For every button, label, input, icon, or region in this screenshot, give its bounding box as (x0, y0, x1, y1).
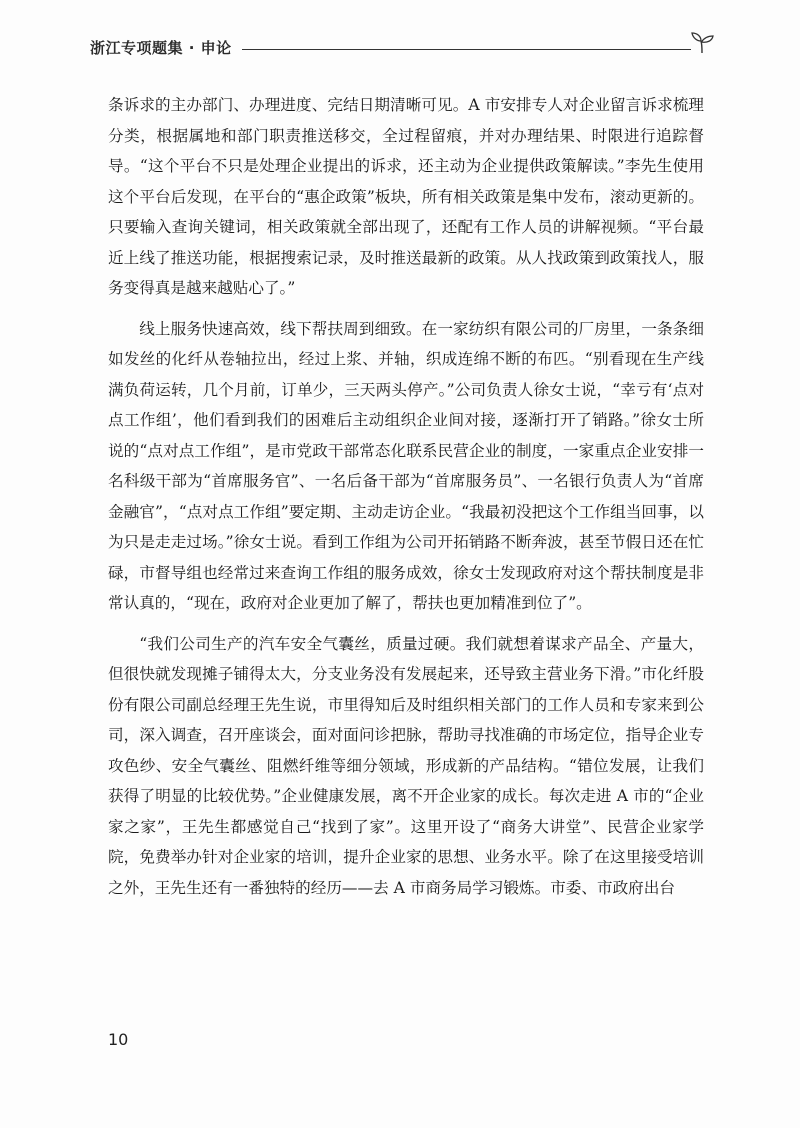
running-header (90, 34, 715, 60)
paragraph-1: 条诉求的主办部门、办理进度、完结日期清晰可见。A 市安排专人对企业留言诉求梳理分类，根据属地和部门职责推送移交，全过程留痕，并对办理结果、时限进行追踪督导。“这个平台不只是处理企业提出的诉求，还主动为企业提供政策解读。”李先生使用这个平台后发现，在平台的“惠企政策”板块，所有相关政策是集中发布，滚动更新的。只要输入查询关键词，相关政策就全部出现了，还配有工作人员的讲解视频。“平台最近上线了推送功能，根据搜索记录，及时推送最新的政策。从人找政策到政策找人，服务变得真是越来越贴心了。” (108, 96, 704, 297)
sprout-icon (689, 30, 715, 54)
body-text (108, 90, 704, 903)
paragraph-3: “我们公司生产的汽车安全气囊丝，质量过硬。我们就想着谋求产品全、产量大，但很快就发现摊子铺得太大，分支业务没有发展起来，还导致主营业务下滑。”市化纤股份有限公司副总经理王先生说，市里得知后及时组织相关部门的工作人员和专家来到公司，深入调查，召开座谈会，面对面问诊把脉，帮助寻找准确的市场定位，指导企业专攻色纱、安全气囊丝、阻燃纤维等细分领域，形成新的产品结构。“错位发展，让我们获得了明显的比较优势。”企业健康发展，离不开企业家的成长。每次走进 A 市的“企业家之家”，王先生都感觉自己“找到了家”。这里开设了“商务大讲堂”、民营企业家学院，免费举办针对企业家的培训，提升企业家的思想、业务水平。除了在这里接受培训之外，王先生还有一番独特的经历——去 A 市商务局学习锻炼。市委、市政府出台 (108, 634, 704, 897)
header-rule (242, 49, 691, 50)
header-title: 浙江专项题集 · 申论 (90, 38, 232, 57)
paragraph-2: 线上服务快速高效，线下帮扶周到细致。在一家纺织有限公司的厂房里，一条条细如发丝的化纤从卷轴拉出，经过上浆、并轴，织成连绵不断的布匹。“别看现在生产线满负荷运转，几个月前，订单少，三天两头停产。”公司负责人徐女士说，“幸亏有‘点对点工作组’，他们看到我们的困难后主动组织企业间对接，逐渐打开了销路。”徐女士所说的“点对点工作组”，是市党政干部常态化联系民营企业的制度，一家重点企业安排一名科级干部为“首席服务官”、一名后备干部为“首席服务员”、一名银行负责人为“首席金融官”，“点对点工作组”要定期、主动走访企业。“我最初没把这个工作组当回事，以为只是走走过场。”徐女士说。看到工作组为公司开拓销路不断奔波，甚至节假日还在忙碌，市督导组也经常过来查询工作组的服务成效，徐女士发现政府对这个帮扶制度是非常认真的，“现在，政府对企业更加了解了，帮扶也更加精准到位了”。 (108, 319, 704, 612)
page-number: 10 (108, 1030, 129, 1049)
